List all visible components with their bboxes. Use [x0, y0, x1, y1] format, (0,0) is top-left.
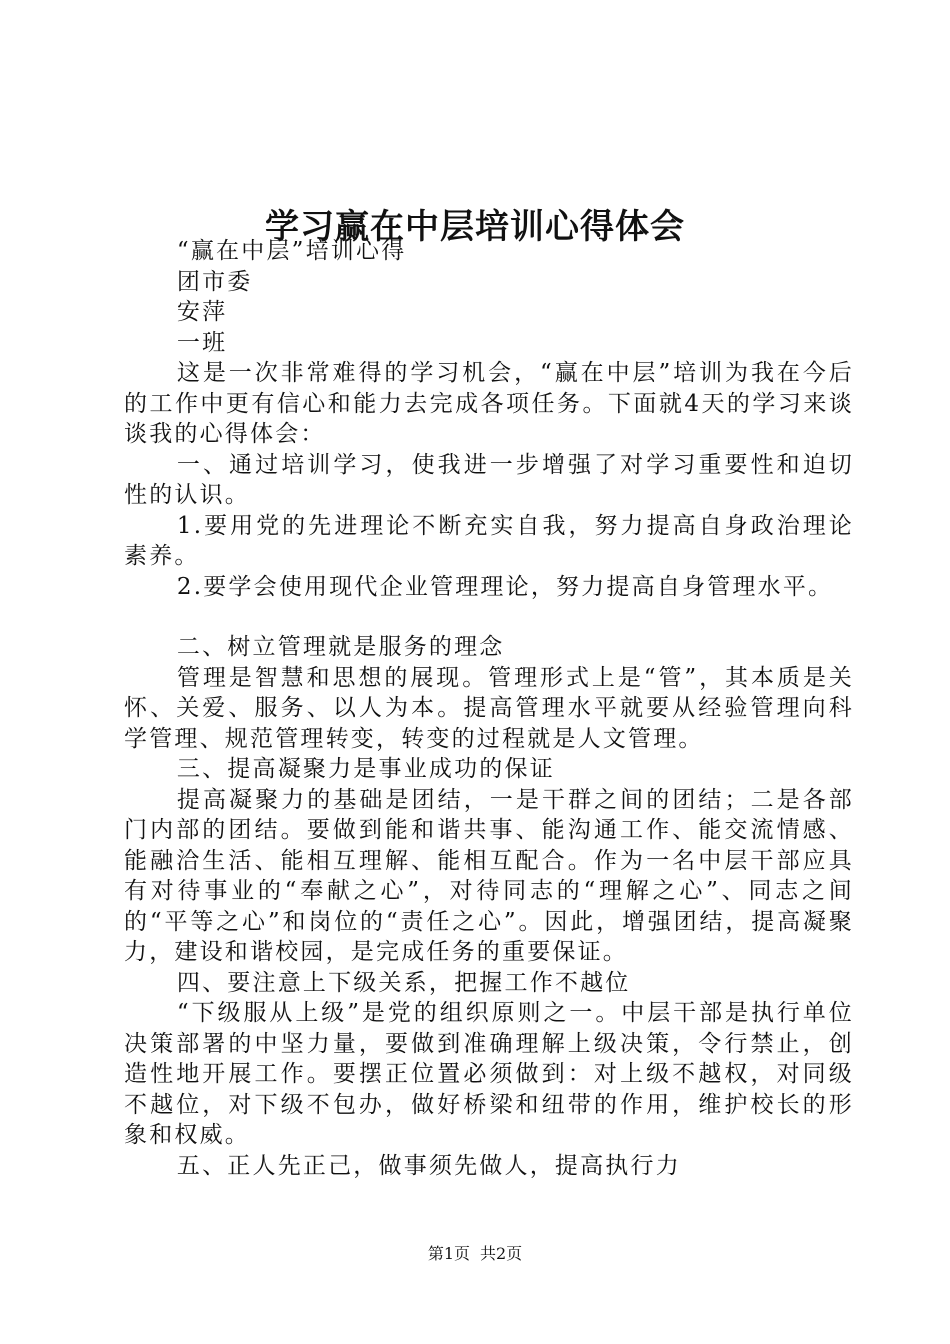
page-total: 共2页 [480, 1244, 523, 1263]
list-item-2: 2.要学会使用现代企业管理理论，努力提高自身管理水平。 [176, 573, 834, 600]
document-title: 学习赢在中层培训心得体会 [265, 206, 685, 247]
list-item-1: 1.要用党的先进理论不断充实自我，努力提高自身政治理论素养。 [124, 512, 854, 569]
document-body [124, 236, 854, 1181]
paragraph-intro: 这是一次非常难得的学习机会，“赢在中层”培训为我在今后的工作中更有信心和能力去完成各项任务。下面就4天的学习来谈谈我的心得体会： [124, 360, 854, 447]
page-footer [0, 1243, 950, 1265]
paragraph-author: 安萍 [176, 299, 228, 325]
paragraph-cohesion: 提高凝聚力的基础是团结，一是干群之间的团结；二是各部门内部的团结。要做到能和谐共事、能沟通工作、能交流情感、能融洽生活、能相互理解、能相互配合。作为一名中层干部应具有对待事业的“奉献之心”，对待同志的“理解之心”、同志之间的“平等之心”和岗位的“责任之心”。因此，增强团结，提高凝聚力，建设和谐校园，是完成任务的重要保证。 [124, 786, 854, 965]
paragraph-subtitle: “赢在中层”培训心得 [176, 238, 407, 264]
paragraph-management: 管理是智慧和思想的展现。管理形式上是“管”，其本质是关怀、关爱、服务、以人为本。提高管理水平就要从经验管理向科学管理、规范管理转变，转变的过程就是人文管理。 [124, 664, 854, 752]
section-heading-2: 二、树立管理就是服务的理念 [176, 634, 505, 660]
page-number: 第1页 [427, 1244, 470, 1263]
paragraph-class: 一班 [176, 329, 228, 356]
paragraph-organization: 团市委 [176, 268, 253, 295]
paragraph-hierarchy: “下级服从上级”是党的组织原则之一。中层干部是执行单位决策部署的中坚力量，要做到准确理解上级决策，令行禁止，创造性地开展工作。要摆正位置必须做到：对上级不越权，对同级不越位，对下级不包办，做好桥梁和纽带的作用，维护校长的形象和权威。 [124, 1000, 854, 1148]
section-heading-3: 三、提高凝聚力是事业成功的保证 [176, 756, 555, 782]
section-heading-1: 一、通过培训学习，使我进一步增强了对学习重要性和迫切性的认识。 [124, 451, 854, 508]
section-heading-5: 五、正人先正己，做事须先做人，提高执行力 [176, 1152, 681, 1179]
section-heading-4: 四、要注意上下级关系，把握工作不越位 [176, 969, 631, 996]
blank-line [124, 602, 854, 632]
